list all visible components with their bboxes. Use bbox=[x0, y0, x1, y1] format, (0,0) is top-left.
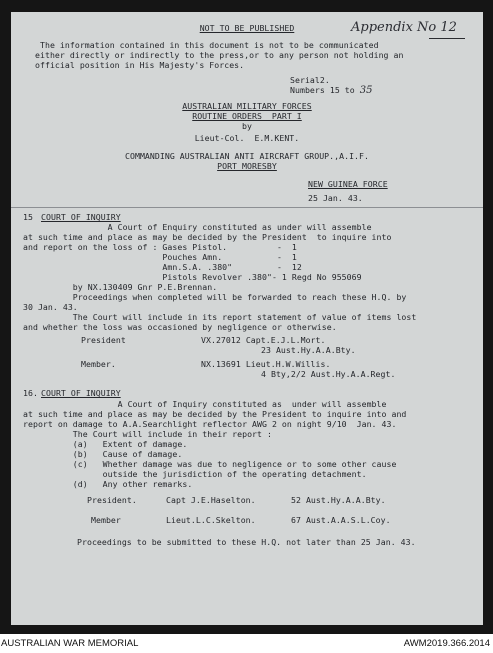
item-16-member-name: Lieut.L.C.Skelton. bbox=[166, 515, 256, 525]
item-16-closing: Proceedings to be submitted to these H.Q. not later than 25 Jan. 43. bbox=[77, 537, 416, 547]
item-15-line: at such time and place as may be decided by the President to inquire into bbox=[23, 232, 392, 242]
item-16-line: at such time and place as may be decided by the President to inquire into and bbox=[23, 409, 407, 419]
item-15-line: by NX.130409 Gnr P.E.Brennan. bbox=[23, 282, 218, 292]
item-16-member-unit: 67 Aust.A.A.S.L.Coy. bbox=[291, 515, 391, 525]
force-name: NEW GUINEA FORCE bbox=[308, 179, 388, 189]
item-15-number: 15 bbox=[23, 212, 33, 222]
item-15-line: The Court will include in its report statement of value of items lost bbox=[23, 312, 417, 322]
item-16-number: 16. bbox=[23, 388, 38, 398]
footer-institution: AUSTRALIAN WAR MEMORIAL bbox=[1, 638, 139, 649]
item-16-president-name: Capt J.E.Haselton. bbox=[166, 495, 256, 505]
restriction-header: NOT TO BE PUBLISHED bbox=[199, 23, 295, 33]
item-16-member-label: Member bbox=[91, 515, 121, 525]
item-15-line: A Court of Enquiry constituted as under will assemble bbox=[23, 222, 372, 232]
order-numbers-end-handwritten: 35 bbox=[359, 85, 373, 96]
notice-line-3: official position in His Majesty's Forces. bbox=[35, 60, 245, 70]
commander-name: Lieut-Col. E.M.KENT. bbox=[194, 133, 300, 143]
command-line: COMMANDING AUSTRALIAN ANTI AIRCRAFT GROUP.,A.I.F. bbox=[125, 151, 369, 161]
order-numbers: Numbers 15 to 35 bbox=[290, 85, 373, 96]
item-15-president-unit: 23 Aust.Hy.A.A.Bty. bbox=[261, 345, 356, 355]
item-16-line: (c) Whether damage was due to negligence or to some other cause bbox=[23, 459, 397, 469]
document-page bbox=[11, 12, 483, 625]
appendix-handwritten: Appendix No 12 bbox=[351, 20, 457, 35]
item-15-president-label: President bbox=[81, 335, 126, 345]
item-15-line: Amn.S.A. .380" - 12 bbox=[23, 262, 302, 272]
location: PORT MORESBY bbox=[217, 161, 277, 171]
item-15-president-name: VX.27012 Capt.E.J.L.Mort. bbox=[201, 335, 326, 345]
item-16-president-label: President. bbox=[87, 495, 137, 505]
item-15-line: and report on the loss of : Gases Pistol. - 1 bbox=[23, 242, 297, 252]
item-15-line: Pouches Amn. - 1 bbox=[23, 252, 297, 262]
item-16-line: (b) Cause of damage. bbox=[23, 449, 183, 459]
notice-line-1: The information contained in this document is not to be communicated bbox=[35, 40, 379, 50]
item-15-line: Proceedings when completed will be forwarded to reach these H.Q. by bbox=[23, 292, 407, 302]
item-16-line: (d) Any other remarks. bbox=[23, 479, 193, 489]
item-16-line: The Court will include in their report : bbox=[23, 429, 272, 439]
orders-by: by bbox=[242, 121, 252, 131]
section-divider bbox=[11, 207, 483, 208]
footer-reference: AWM2019.366.2014 bbox=[403, 638, 490, 649]
appendix-underline bbox=[429, 38, 465, 39]
item-16-line: report on damage to A.A.Searchlight reflector AWG 2 on night 9/10 Jan. 43. bbox=[23, 419, 397, 429]
item-15-heading: COURT OF INQUIRY bbox=[41, 212, 121, 222]
item-15-line: and whether the loss was occasioned by negligence or otherwise. bbox=[23, 322, 337, 332]
item-15-member-label: Member. bbox=[81, 359, 116, 369]
serial-number: Serial2. bbox=[290, 75, 330, 85]
item-16-line: A Court of Inquiry constituted as under will assemble bbox=[23, 399, 387, 409]
item-16-line: (a) Extent of damage. bbox=[23, 439, 188, 449]
item-15-line: 30 Jan. 43. bbox=[23, 302, 78, 312]
orders-title: ROUTINE ORDERS PART I bbox=[192, 111, 302, 121]
item-15-member-name: NX.13691 Lieut.H.W.Willis. bbox=[201, 359, 331, 369]
item-15-line: Pistols Revolver .380"- 1 Regd No 955069 bbox=[23, 272, 362, 282]
notice-line-2: either directly or indirectly to the press,or to any person not holding an bbox=[35, 50, 404, 60]
unit-title: AUSTRALIAN MILITARY FORCES bbox=[182, 101, 312, 111]
item-16-heading: COURT OF INQUIRY bbox=[41, 388, 121, 398]
item-16-president-unit: 52 Aust.Hy.A.A.Bty. bbox=[291, 495, 386, 505]
order-date: 25 Jan. 43. bbox=[308, 193, 363, 203]
item-16-line: outside the jurisdiction of the operating detachment. bbox=[23, 469, 367, 479]
item-15-member-unit: 4 Bty,2/2 Aust.Hy.A.A.Regt. bbox=[261, 369, 396, 379]
